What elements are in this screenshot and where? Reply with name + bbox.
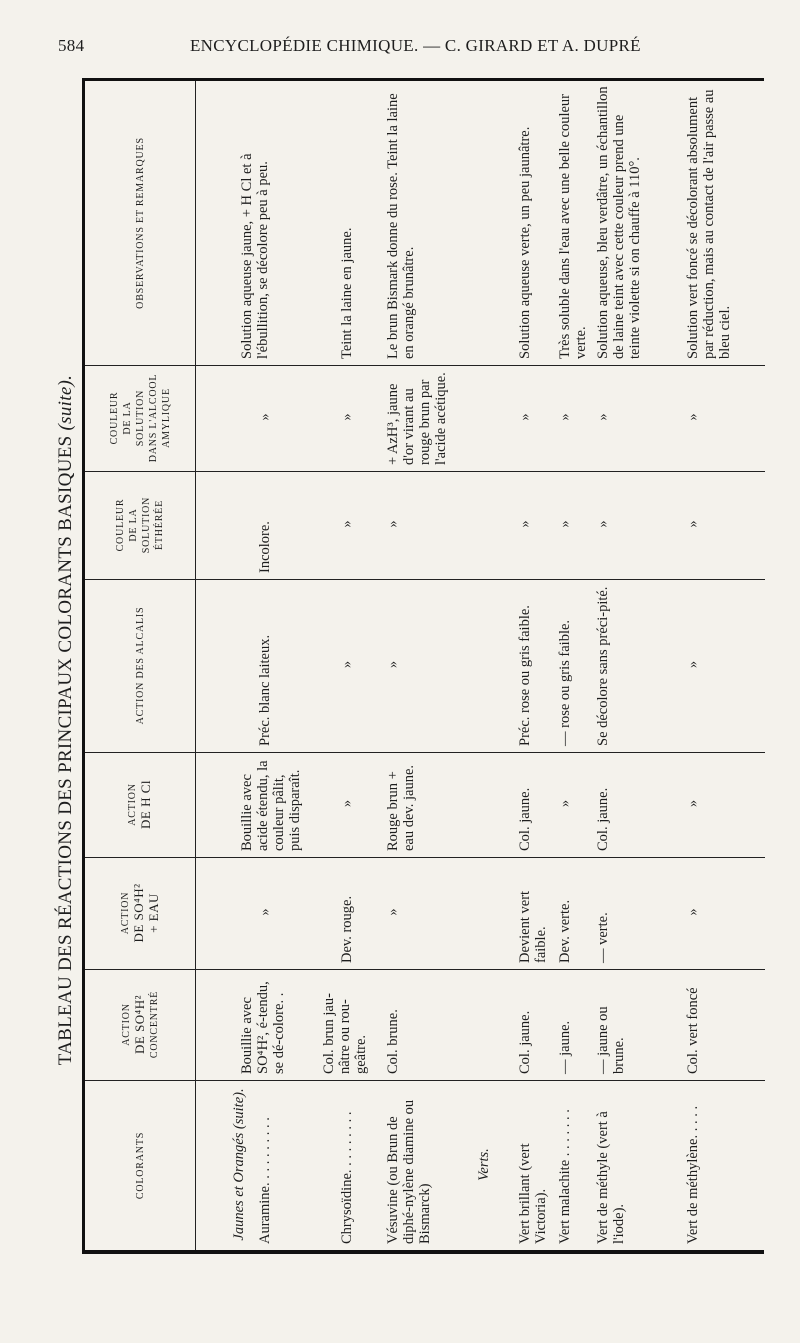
column-alcalis [85, 579, 765, 753]
page-header [58, 36, 758, 60]
row-name-vert-methyle: Vert de méthyle (vert à l'iode). [595, 1111, 627, 1244]
cell-vert-methyle-remarques: Solution aqueuse, bleu verdâtre, un échantillon de laine teint avec cette couleur prend une teinte violette si on chauffe à 110°. [595, 86, 643, 359]
section-jaunes: Jaunes et Orangés (suite). [231, 1088, 247, 1241]
cell-vert-malachite-ether: » [557, 520, 573, 528]
cell-vert-malachite-alcalis: — rose ou gris faible. [557, 619, 573, 746]
cell-chrysoidine-alcool: » [339, 413, 355, 421]
cell-vert-malachite-hcl: » [557, 799, 573, 808]
cell-vesuvine-alcalis: » [385, 660, 401, 669]
cell-vert-brillant-ether: » [517, 520, 533, 528]
cell-chrysoidine-so4h2-eau: Dev. rouge. [339, 895, 355, 963]
header-so4h2-conc: ACTION DE SO⁴H² CONCENTRÉ [120, 990, 160, 1059]
column-colorants [85, 1081, 765, 1250]
cell-vesuvine-hcl: Rouge brun + eau dev. jaune. [385, 764, 417, 851]
column-hcl [85, 752, 765, 858]
cell-vert-methylene-ether: » [685, 520, 701, 528]
table-title-suffix: (suite). [55, 374, 76, 431]
column-ether [85, 471, 765, 580]
cell-vesuvine-remarques: Le brun Bismark donne du rose. Teint la laine en orangé brunâtre. [385, 93, 417, 359]
cell-chrysoidine-remarques: Teint la laine en jaune. [339, 227, 355, 359]
cell-auramine-ether: Incolore. [257, 521, 273, 573]
cell-vert-methyle-so4h2-conc: — jaune ou brune. [595, 1006, 627, 1074]
header-hcl: ACTION DE H Cl [127, 780, 153, 829]
row-name-vert-methylene: Vert de méthylène. . . . . [685, 1105, 701, 1244]
row-name-vert-malachite: Vert malachite . . . . . . . [557, 1109, 573, 1244]
cell-auramine-remarques: Solution aqueuse jaune, + H Cl et à l'ébullition, se décolore peu à peu. [239, 153, 271, 359]
cell-vert-brillant-alcool: » [517, 413, 533, 421]
cell-auramine-hcl: Bouillie avec acide étendu, la couleur pâlit, puis disparaît. [239, 760, 303, 851]
cell-chrysoidine-so4h2-conc: Col. brun jau-nâtre ou rou-geâtre. [321, 993, 369, 1074]
cell-vert-brillant-so4h2-conc: Col. jaune. [517, 1010, 533, 1074]
cell-vert-methyle-alcool: » [595, 413, 611, 421]
cell-vesuvine-ether: » [385, 520, 401, 528]
cell-chrysoidine-hcl: » [339, 799, 355, 808]
header-colorants: COLORANTS [134, 1131, 146, 1200]
reaction-table [85, 82, 765, 1250]
cell-vesuvine-so4h2-conc: Col. brune. [385, 1009, 401, 1074]
cell-vert-methyle-so4h2-eau: — verte. [595, 912, 611, 963]
cell-vert-brillant-so4h2-eau: Devient vert faible. [517, 890, 549, 963]
cell-vert-malachite-alcool: » [557, 413, 573, 421]
cell-vert-malachite-so4h2-eau: Dev. verte. [557, 899, 573, 963]
row-name-vesuvine: Vésuvine (ou Brun de diphé-nylène diamine ou Bismarck) [385, 1099, 433, 1244]
cell-vert-methyle-alcalis: Se décolore sans préci-pité. [595, 586, 611, 746]
cell-vert-malachite-remarques: Très soluble dans l'eau avec une belle couleur verte. [557, 93, 589, 359]
cell-vert-methylene-alcalis: » [685, 660, 701, 669]
header-ether: COULEUR DE LA SOLUTION ÉTHÉRÉE [115, 496, 165, 554]
header-so4h2-eau: ACTION DE SO⁴H² + EAU [119, 883, 161, 943]
cell-vert-methylene-alcool: » [685, 413, 701, 421]
cell-vert-methylene-remarques: Solution vert foncé se décolorant absolument par réduction, mais au contact de l'air passe au bleu ciel. [685, 89, 733, 359]
cell-auramine-so4h2-eau: » [257, 908, 273, 916]
cell-auramine-so4h2-conc: Bouillie avec SO⁴H², é-tendu, se dé-colore. . [239, 981, 287, 1074]
cell-vert-methylene-hcl: » [685, 799, 701, 808]
header-alcool: COULEUR DE LA SOLUTION DANS L'ALCOOL AMYLIQUE [108, 373, 172, 463]
row-name-chrysoidine: Chrysoïdine. . . . . . . . . [339, 1111, 355, 1244]
column-alcool [85, 365, 765, 472]
cell-vert-malachite-so4h2-conc: — jaune. [557, 1020, 573, 1074]
page-number: 584 [58, 36, 85, 55]
column-so4h2-conc [85, 969, 765, 1081]
running-title: ENCYCLOPÉDIE CHIMIQUE. — C. GIRARD ET A. DUPRÉ [190, 36, 641, 55]
cell-vert-brillant-hcl: Col. jaune. [517, 787, 533, 851]
cell-auramine-alcool: » [257, 413, 273, 421]
row-name-vert-brillant: Vert brillant (vert Victoria). [517, 1143, 549, 1244]
cell-vesuvine-alcool: + AzH³, jaune d'or virant au rouge brun par l'acide acétique. [385, 372, 449, 465]
cell-vert-brillant-alcalis: Préc. rose ou gris faible. [517, 605, 533, 746]
cell-vert-brillant-remarques: Solution aqueuse verte, un peu jaunâtre. [517, 126, 533, 359]
header-remarques: OBSERVATIONS ET REMARQUES [134, 137, 146, 309]
cell-chrysoidine-ether: » [339, 520, 355, 528]
header-alcalis: ACTION DES ALCALIS [134, 606, 146, 725]
cell-auramine-alcalis: Préc. blanc laiteux. [257, 634, 273, 746]
row-name-auramine: Auramine. . . . . . . . . . [257, 1117, 273, 1244]
cell-vert-methylene-so4h2-eau: » [685, 908, 701, 916]
cell-vert-methyle-ether: » [595, 520, 611, 528]
column-remarques [85, 81, 765, 366]
section-verts: Verts. [476, 1148, 492, 1181]
cell-vesuvine-so4h2-eau: » [385, 908, 401, 916]
table-title [55, 375, 77, 1066]
cell-vert-methylene-so4h2-conc: Col. vert foncé [685, 987, 701, 1074]
table-bottom-rule [82, 1250, 764, 1254]
table-title-text: TABLEAU DES RÉACTIONS DES PRINCIPAUX COLORANTS BASIQUES [55, 435, 76, 1066]
cell-chrysoidine-alcalis: » [339, 660, 355, 669]
column-so4h2-eau [85, 857, 765, 970]
cell-vert-methyle-hcl: Col. jaune. [595, 787, 611, 851]
